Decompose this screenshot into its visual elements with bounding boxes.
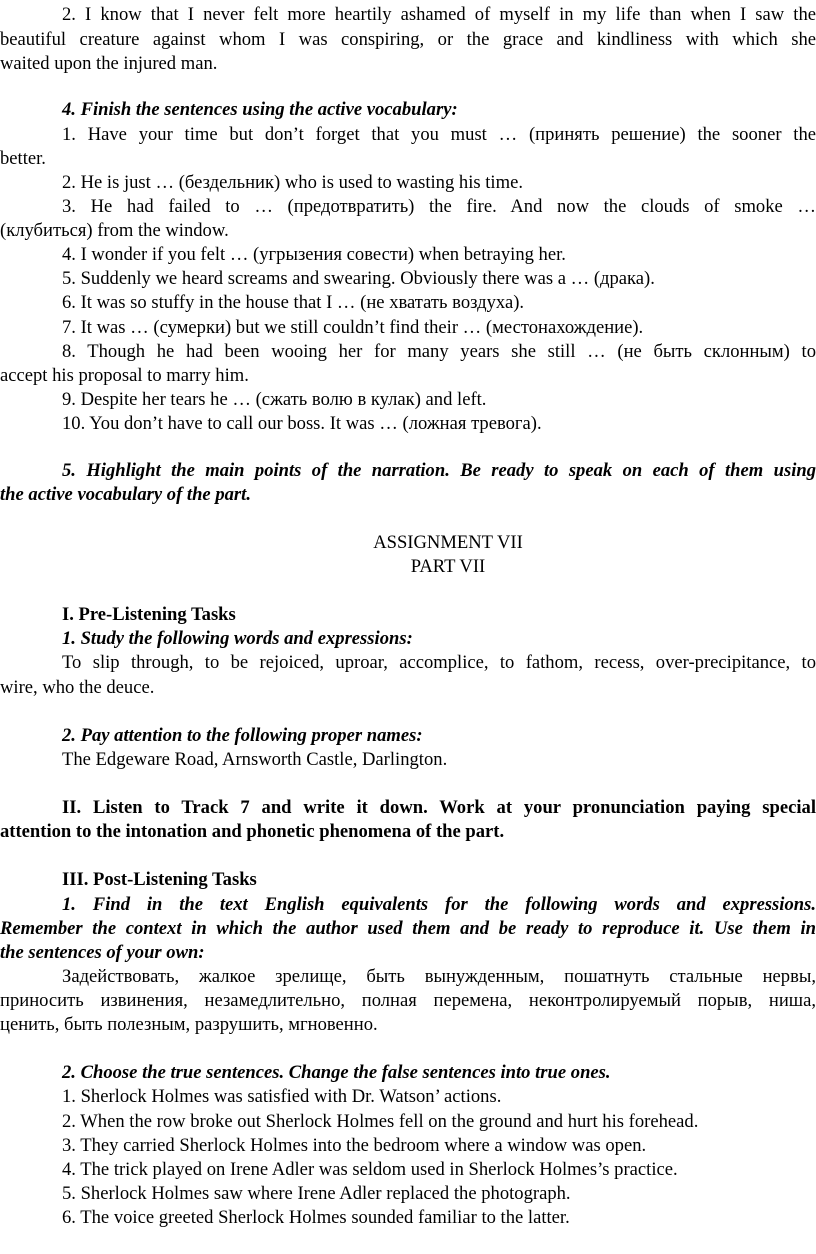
paragraph-line: Задействовать, жалкое зрелище, быть вынужденным, пошатнуть стальные нервы, (62, 966, 816, 987)
paragraph-line: To slip through, to be rejoiced, uproar, accomplice, to fathom, recess, over-precipitance, to (62, 652, 816, 673)
section-heading: attention to the intonation and phonetic phenomena of the part. (0, 821, 505, 842)
exercise-line: accept his proposal to marry him. (0, 365, 249, 386)
task-heading: the sentences of your own: (0, 942, 205, 963)
assignment-title: ASSIGNMENT VII (373, 532, 523, 553)
task-heading: 1. Find in the text English equivalents for the following words and expressions. (62, 894, 816, 915)
exercise-line: 5. Suddenly we heard screams and swearing. Obviously there was a … (драка). (62, 268, 655, 289)
task-heading: 1. Study the following words and expressions: (62, 628, 413, 649)
statement-line: 3. They carried Sherlock Holmes into the bedroom where a window was open. (62, 1135, 647, 1156)
task-heading: 2. Pay attention to the following proper names: (62, 725, 423, 746)
exercise-line: 1. Have your time but don’t forget that you must … (принять решение) the sooner the (62, 124, 816, 145)
exercise-line: 7. It was … (сумерки) but we still couldn’t find their … (местонахождение). (62, 317, 644, 338)
statement-line: 6. The voice greeted Sherlock Holmes sounded familiar to the latter. (62, 1207, 570, 1228)
paragraph-line: wire, who the deuce. (0, 677, 155, 698)
paragraph-line: ценить, быть полезным, разрушить, мгновенно. (0, 1014, 378, 1035)
section-heading: I. Pre-Listening Tasks (62, 604, 236, 625)
exercise-line: 3. He had failed to … (предотвратить) the fire. And now the clouds of smoke … (62, 196, 816, 217)
exercise-line: 10. You don’t have to call our boss. It was … (ложная тревога). (62, 413, 542, 434)
paragraph-line: The Edgeware Road, Arnsworth Castle, Darlington. (62, 749, 448, 770)
section-heading: III. Post-Listening Tasks (62, 869, 257, 890)
part-title: PART VII (410, 556, 486, 577)
exercise-line: 8. Though he had been wooing her for many years she still … (не быть склонным) to (62, 341, 816, 362)
exercise-line: 4. I wonder if you felt … (угрызения совести) when betraying her. (62, 244, 566, 265)
task-heading: the active vocabulary of the part. (0, 484, 251, 505)
paragraph-line: 2. I know that I never felt more heartily ashamed of myself in my life than when I saw the (62, 4, 816, 25)
task-heading: 4. Finish the sentences using the active vocabulary: (62, 99, 458, 120)
exercise-line: 6. It was so stuffy in the house that I … (не хватать воздуха). (62, 292, 525, 313)
statement-line: 1. Sherlock Holmes was satisfied with Dr. Watson’ actions. (62, 1086, 502, 1107)
statement-line: 2. When the row broke out Sherlock Holmes fell on the ground and hurt his forehead. (62, 1111, 699, 1132)
task-heading: 5. Highlight the main points of the narration. Be ready to speak on each of them using (62, 460, 816, 481)
paragraph-line: beautiful creature against whom I was conspiring, or the grace and kindliness with which she (0, 29, 816, 50)
statement-line: 4. The trick played on Irene Adler was seldom used in Sherlock Holmes’s practice. (62, 1159, 678, 1180)
statement-line: 5. Sherlock Holmes saw where Irene Adler replaced the photograph. (62, 1183, 571, 1204)
task-heading: 2. Choose the true sentences. Change the false sentences into true ones. (62, 1062, 611, 1083)
task-heading: Remember the context in which the author used them and be ready to reproduce it. Use them in (0, 918, 816, 939)
exercise-line: (клубиться) from the window. (0, 220, 229, 241)
section-heading: II. Listen to Track 7 and write it down. Work at your pronunciation paying special (62, 797, 816, 818)
exercise-line: 9. Despite her tears he … (сжать волю в кулак) and left. (62, 389, 487, 410)
exercise-line: 2. He is just … (бездельник) who is used to wasting his time. (62, 172, 523, 193)
paragraph-line: waited upon the injured man. (0, 53, 218, 74)
exercise-line: better. (0, 148, 46, 169)
paragraph-line: приносить извинения, незамедлительно, полная перемена, неконтролируемый порыв, ниша, (0, 990, 816, 1011)
